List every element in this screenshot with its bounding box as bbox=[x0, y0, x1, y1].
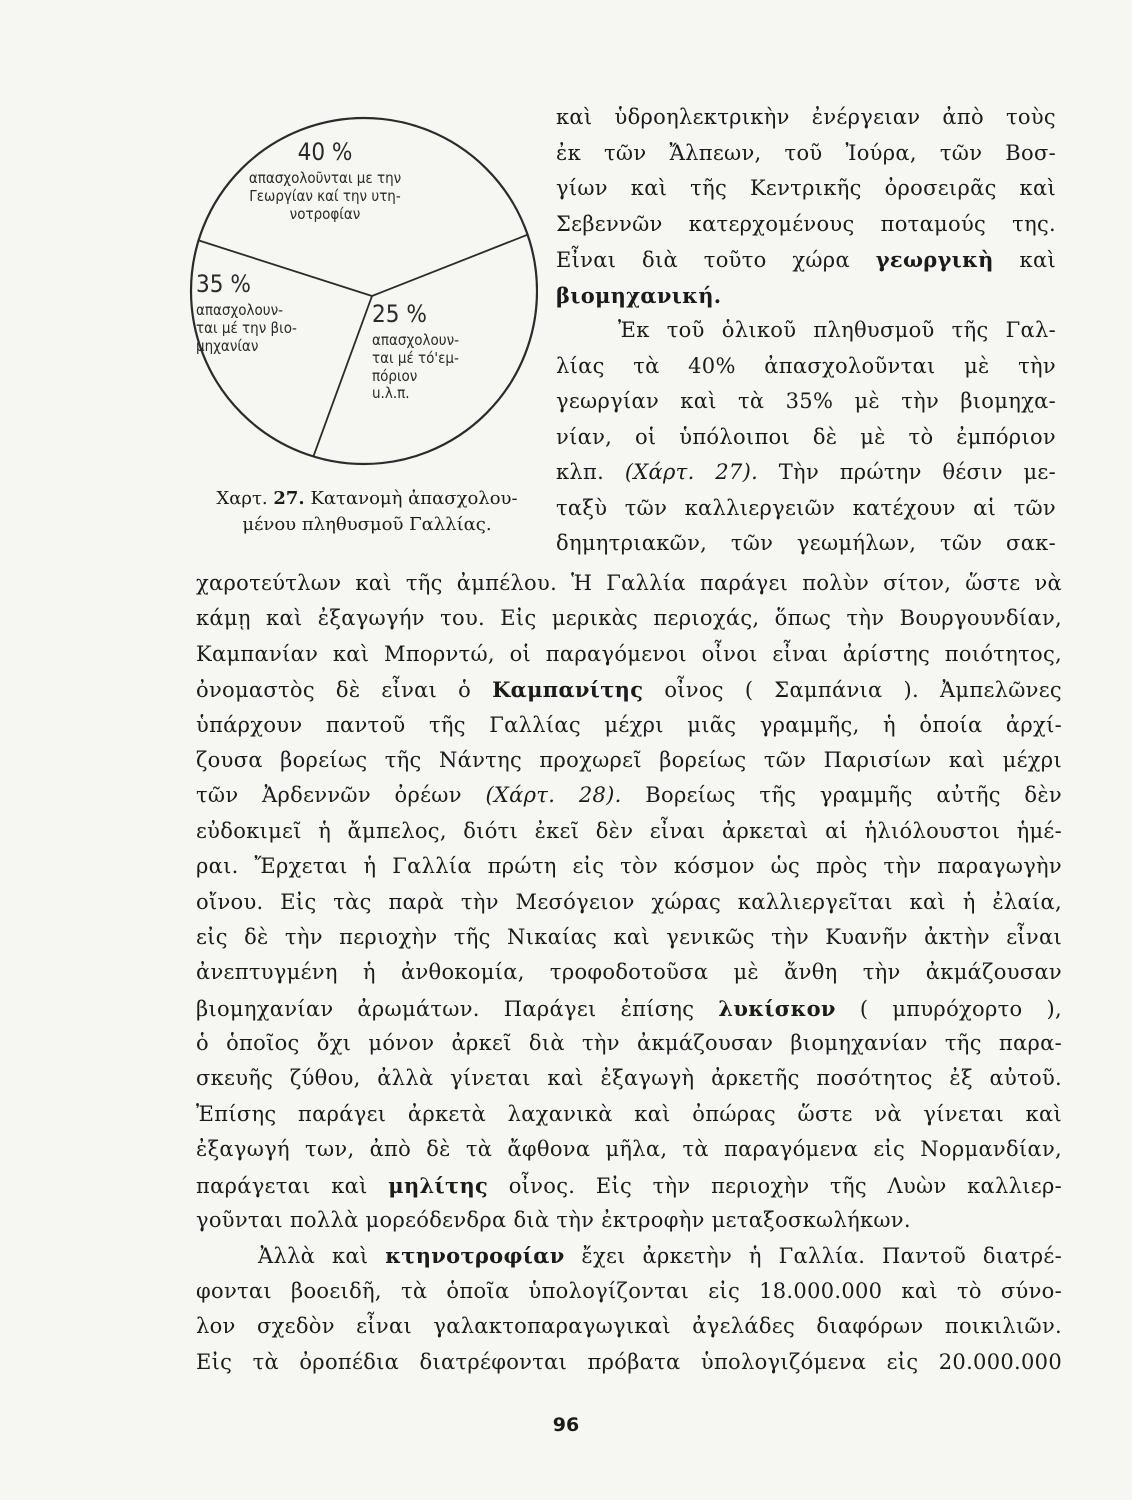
text-line bbox=[556, 455, 1056, 491]
divider-agriculture-industry bbox=[372, 235, 528, 296]
bold-term: μηλίτης bbox=[388, 1172, 489, 1198]
text-line: λίας τὰ 40% ἀπασχολοῦνται μὲ τὴν bbox=[556, 353, 1056, 378]
text-line: ταξὺ τῶν καλλιεργειῶν κατέχουν αἱ τῶν bbox=[556, 495, 1056, 520]
text-line bbox=[196, 1238, 1062, 1273]
bold-term: λυκίσκον bbox=[718, 995, 836, 1021]
text-line: γοῦνται πολλὰ μορεόδενδρα διὰ τὴν ἐκτροφὴν μεταξοσκωλήκων. bbox=[196, 1208, 911, 1233]
text-line: ζουσα βορείως τῆς Νάντης προχωρεῖ βορείως τῶν Παρισίων καὶ μέχρι bbox=[196, 747, 1062, 772]
text-line: σκευῆς ζύθου, ἀλλὰ γίνεται καὶ ἐξαγωγὴ ἀρκετῆς ποσότητος ἐξ αὐτοῦ. bbox=[196, 1066, 1062, 1091]
text-line: ραι. Ἔρχεται ἡ Γαλλία πρώτη εἰς τὸν κόσμον ὡς πρὸς τὴν παραγωγὴν bbox=[196, 854, 1062, 879]
slice-label-commerce bbox=[372, 300, 492, 403]
text-line: φονται βοοειδῆ, τὰ ὁποῖα ὑπολογίζονται εἰς 18.000.000 καὶ τὸ σύνο- bbox=[196, 1278, 1062, 1303]
map-reference: (Χάρτ. 28). bbox=[485, 783, 622, 808]
text-line: νίαν, οἱ ὑπόλοιποι δὲ μὲ τὸ ἐμπόριον bbox=[556, 424, 1056, 449]
slice-description: απασχολουν- ται μέ τό'εμ- πόριον u.λ.π. bbox=[372, 331, 459, 403]
text-line bbox=[196, 991, 1062, 1026]
text-line: δημητριακῶν, τῶν γεωμήλων, τῶν σακ- bbox=[556, 531, 1056, 555]
text-run: Εἶναι διὰ τοῦτο χώρα bbox=[556, 248, 850, 272]
slice-label-industry bbox=[196, 270, 336, 355]
text-line: ὑπάρχουν παντοῦ τῆς Γαλλίας μέχρι μιᾶς γραμμῆς, ἡ ὁποία ἀρχί- bbox=[196, 712, 1062, 737]
text-line: λον σχεδὸν εἶναι γαλακτοπαραγωγικαὶ ἀγελάδες διαφόρων ποικιλιῶν. bbox=[196, 1314, 1062, 1339]
right-column-text bbox=[556, 100, 1056, 562]
text-line: Καμπανίαν καὶ Μπορντώ, οἱ παραγόμενοι οἶνοι εἶναι ἀρίστης ποιότητος, bbox=[196, 641, 1062, 666]
text-run: ἔχει ἀρκετὴν ἡ Γαλλία. Παντοῦ διατρέ- bbox=[581, 1244, 1062, 1269]
caption-line: μένου πληθυσμοῦ Γαλλίας. bbox=[242, 514, 492, 535]
text-line bbox=[556, 242, 1056, 278]
text-run: βιομηχανίαν ἀρωμάτων. Παράγει ἐπίσης bbox=[196, 996, 695, 1021]
text-line bbox=[196, 672, 1062, 707]
caption-text: Κατανομὴ ἀπασχολου- bbox=[310, 488, 518, 509]
caption-prefix: Χαρτ. bbox=[216, 488, 268, 509]
slice-percent: 35 % bbox=[196, 270, 251, 298]
slice-description: απασχολοῦνται με την Γεωργίαν καί την υτη- νοτροφίαν bbox=[248, 169, 402, 223]
bold-term: γεωργικὴ bbox=[875, 247, 994, 272]
text-line: Ἐπίσης παράγει ἀρκετὰ λαχανικὰ καὶ ὀπώρας ὥστε νὰ γίνεται καὶ bbox=[196, 1101, 1062, 1126]
text-line: Σεβεννῶν κατερχομένους ποταμούς της. bbox=[556, 211, 1056, 236]
text-run: κλπ. bbox=[556, 460, 605, 484]
text-line: εἰς δὲ τὴν περιοχὴν τῆς Νικαίας καὶ γενικῶς τὴν Κυανῆν ἀκτὴν εἶναι bbox=[196, 924, 1062, 949]
text-run: Βορείως τῆς γραμμῆς αὐτῆς δὲν bbox=[645, 783, 1062, 808]
slice-label-agriculture bbox=[240, 138, 410, 223]
text-run: ( μπυρόχορτο ), bbox=[859, 996, 1062, 1021]
text-run: τῶν Ἀρδεννῶν ὀρέων bbox=[196, 783, 462, 808]
text-line: χαροτεύτλων καὶ τῆς ἀμπέλου. Ἡ Γαλλία παράγει πολὺν σίτον, ὥστε νὰ bbox=[196, 571, 1062, 595]
text-line: Ἐκ τοῦ ὁλικοῦ πληθυσμοῦ τῆς Γαλ- bbox=[618, 318, 1056, 342]
text-line bbox=[196, 778, 1062, 813]
main-body-text bbox=[196, 566, 1062, 1380]
figure-caption bbox=[192, 486, 542, 538]
slice-description: απασχολουν- ται μέ την βιο- μηχανίαν bbox=[196, 301, 297, 355]
text-line: ἀνεπτυγμένη ἡ ἀνθοκομία, τροφοδοτοῦσα μὲ ἄνθη τὴν ἀκμάζουσαν bbox=[196, 960, 1062, 985]
text-line: ὁ ὁποῖος ὄχι μόνον ἀρκεῖ διὰ τὴν ἀκμάζουσαν βιομηχανίαν τῆς παρα- bbox=[196, 1031, 1062, 1056]
text-run: Τὴν πρώτην θέσιν με- bbox=[778, 460, 1056, 484]
text-run: παράγεται καὶ bbox=[196, 1173, 368, 1198]
text-run: ὀνομαστὸς δὲ εἶναι ὁ bbox=[196, 678, 472, 703]
bold-term: κτηνοτροφίαν bbox=[385, 1243, 565, 1269]
text-line: οἴνου. Εἰς τὰς παρὰ τὴν Μεσόγειον χώρας καλλιεργεῖται καὶ ἡ ἐλαία, bbox=[196, 889, 1062, 914]
text-run: οἶνος. Εἰς τὴν περιοχὴν τῆς Λυὼν καλλιερ- bbox=[508, 1173, 1062, 1198]
caption-line bbox=[192, 486, 542, 512]
pie-chart-figure bbox=[186, 108, 538, 476]
text-line: καὶ ὑδροηλεκτρικὴν ἐνέργειαν ἀπὸ τοὺς bbox=[556, 105, 1056, 129]
text-line: γίων καὶ τῆς Κεντρικῆς ὀροσειρᾶς καὶ bbox=[556, 176, 1056, 200]
slice-percent: 25 % bbox=[372, 300, 427, 328]
text-line bbox=[196, 1168, 1062, 1203]
text-line: κάμῃ καὶ ἐξαγωγήν του. Εἰς μερικὰς περιοχάς, ὅπως τὴν Βουργουνδίαν, bbox=[196, 606, 1062, 631]
caption-number: 27. bbox=[273, 488, 305, 509]
text-line: ἐκ τῶν Ἄλπεων, τοῦ Ἰούρα, τῶν Βοσ- bbox=[556, 140, 1056, 165]
text-line bbox=[556, 278, 1056, 314]
text-line: εὐδοκιμεῖ ἡ ἄμπελος, διότι ἐκεῖ δὲν εἶναι ἀρκεταὶ αἱ ἡλιόλουστοι ἡμέ- bbox=[196, 818, 1062, 843]
text-line: ἐξαγωγή των, ἀπὸ δὲ τὰ ἄφθονα μῆλα, τὰ παραγόμενα εἰς Νορμανδίαν, bbox=[196, 1137, 1062, 1162]
map-reference: (Χάρτ. 27). bbox=[624, 460, 759, 484]
slice-percent: 40 % bbox=[297, 138, 353, 166]
bold-term: βιομηχανική. bbox=[556, 282, 722, 308]
text-line: Εἰς τὰ ὀροπέδια διατρέφονται πρόβατα ὑπολογιζόμενα εἰς 20.000.000 bbox=[196, 1349, 1062, 1374]
text-run: καὶ bbox=[1019, 248, 1056, 272]
page-number: 96 bbox=[552, 1414, 580, 1436]
text-line: γεωργίαν καὶ τὰ 35% μὲ τὴν βιομηχα- bbox=[556, 389, 1056, 413]
bold-term: Καμπανίτης bbox=[492, 677, 644, 703]
text-run: Ἀλλὰ καὶ bbox=[258, 1244, 369, 1269]
text-run: οἶνος ( Σαμπάνια ). Ἀμπελῶνες bbox=[664, 678, 1062, 703]
